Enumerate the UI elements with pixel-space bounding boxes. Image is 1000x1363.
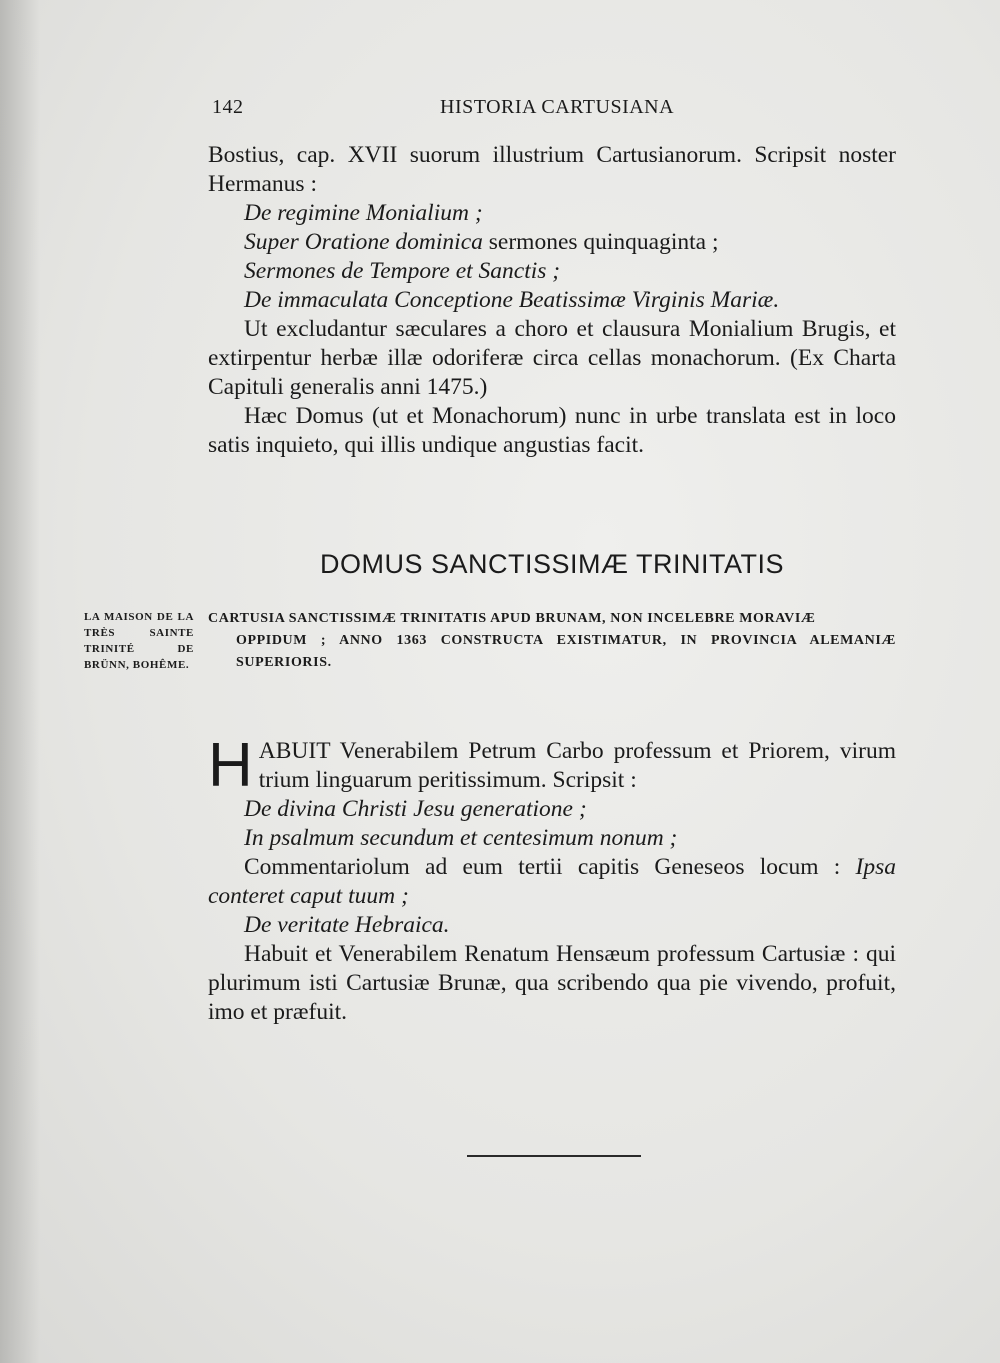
lead-word: ABUIT: [258, 738, 331, 764]
paragraph-commentariolum: Commentariolum ad eum tertii capitis Geneseos locum : Ipsa conteret caput tuum ;: [208, 854, 896, 909]
work-title-2: Super Oratione dominica sermones quinquaginta ;: [244, 229, 719, 255]
work-title-3: Sermones de Tempore et Sanctis ;: [244, 258, 561, 284]
paragraph-bostius: Bostius, cap. XVII suorum illustrium Cartusianorum. Scripsit noster Hermanus :: [208, 142, 896, 197]
running-head: HISTORIA CARTUSIANA: [440, 96, 675, 118]
paragraph-excludantur: Ut excludantur sæculares a choro et clausura Monialium Brugis, et extirpentur herbæ illæ odoriferæ circa cellas monachorum. (Ex Charta Capituli generalis anni 1475.): [208, 316, 896, 400]
work-title-6: In psalmum secundum et centesimum nonum ;: [244, 825, 678, 851]
margin-note: LA MAISON DE LA TRÈS SAINTE TRINITÉ DE BRÜNN, BOHÊME.: [84, 611, 194, 671]
work-title-1: De regimine Monialium ;: [244, 200, 483, 226]
section-title: DOMUS SANCTISSIMÆ TRINITATIS: [319, 549, 785, 579]
page-number: 142: [212, 96, 244, 118]
section-summary: [208, 608, 896, 674]
work-title-5: De divina Christi Jesu generatione ;: [244, 796, 587, 822]
paragraph-hensaeum: Habuit et Venerabilem Renatum Hensæum professum Cartusiæ : qui plurimum isti Cartusiæ Brunæ, qua scribendo qua pie vivendo, profuit, imo et præfuit.: [208, 941, 896, 1025]
summary-line-1: CARTUSIA SANCTISSIMÆ TRINITATIS APUD BRUNAM, NON INCELEBRE MORAVIÆ: [208, 611, 816, 626]
work-title-4: De immaculata Conceptione Beatissimæ Virginis Mariæ.: [244, 287, 780, 313]
summary-continuation: OPPIDUM ; ANNO 1363 CONSTRUCTA EXISTIMATUR, IN PROVINCIA ALEMANIÆ SUPERIORIS.: [236, 633, 896, 670]
paragraph-haec-domus: Hæc Domus (ut et Monachorum) nunc in urbe translata est in loco satis inquieto, qui illis undique angustias facit.: [208, 403, 896, 458]
text-block-bottom: [208, 731, 896, 1027]
paragraph-habuit: HABUIT Venerabilem Petrum Carbo professum et Priorem, virum trium linguarum peritissimum. Scripsit :: [208, 731, 896, 800]
gutter-shadow: [0, 0, 40, 1363]
drop-cap: H: [208, 731, 253, 800]
end-divider: [467, 1155, 641, 1157]
text-block-top: [208, 141, 896, 460]
work-title-7: De veritate Hebraica.: [244, 912, 450, 938]
